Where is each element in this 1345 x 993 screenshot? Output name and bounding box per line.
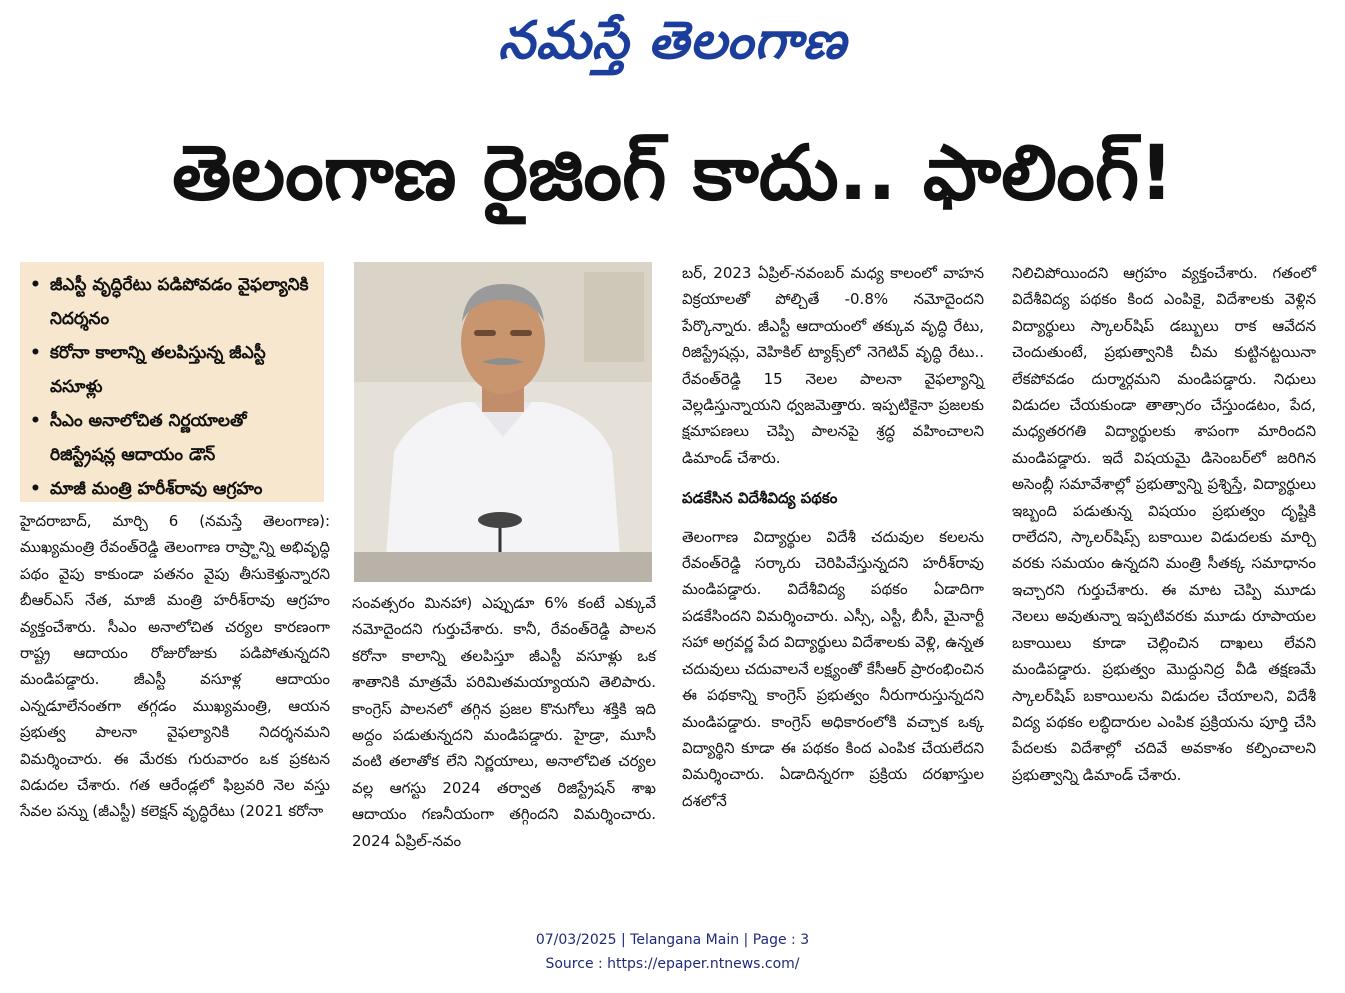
highlight-text: సీఎం అనాలోచిత నిర్ణయాలతో రిజిస్ట్రేషన్ల ఆదాయం డౌన్‌ <box>50 411 247 465</box>
portrait-illustration <box>354 262 652 582</box>
column-text: సంవత్సరం మినహా) ఎప్పుడూ 6% కంటే ఎక్కువే నమోదైందని గుర్తుచేశారు. కానీ, రేవంత్‌రెడ్డి పాలన కరోనా కాలాన్ని తలపిస్తూ జీఎస్టీ వసూళ్లు ఒక శాతానికి మాత్రమే పరిమితమయ్యాయని తెలిపారు. కాంగ్రెస్‌ పాలనలో తగ్గిన ప్రజల కొనుగోలు శక్తికి ఇది అద్దం పడుతున్నదని మండిపడ్డారు. హైడ్రా, మూసీ వంటి తలాతోక లేని నిర్ణయాలు, అనాలోచిత చర్యల వల్ల ఆగస్టు 2024 తర్వాత రిజిస్ట్రేషన్‌ శాఖ ఆదాయం గణనీయంగా తగ్గిందని విమర్శించారు. 2024 ఏప్రిల్‌-నవం <box>352 594 656 850</box>
newspaper-masthead: నమస్తే తెలంగాణ <box>498 11 847 71</box>
bullet-icon: • <box>30 275 41 295</box>
bullet-icon: • <box>30 479 41 499</box>
highlight-text: జీఎస్టీ వృద్ధిరేటు పడిపోవడం వైఫల్యానికి నిదర్శనం <box>50 275 309 329</box>
column-text: హైదరాబాద్‌, మార్చి 6 (నమస్తే తెలంగాణ): ముఖ్యమంత్రి రేవంత్‌రెడ్డి తెలంగాణ రాష్ర్టాన్ని అభివృద్ధి పథం వైపు కాకుండా పతనం వైపు తీసుకెళ్తున్నారని బీఆర్‌ఎస్‌ నేత, మాజీ మంత్రి హరీశ్‌రావు ఆగ్రహం వ్యక్తంచేశారు. సీఎం అనాలోచిత చర్యల కారణంగా రాష్ట్ర ఆదాయం రోజురోజుకు పడిపోతున్నదని మండిపడ్డారు. జీఎస్టీ వసూళ్ల ఆదాయం ఎన్నడూలేనంతగా తగ్గడం ముఖ్యమంత్రి, ఆయన ప్రభుత్వ పాలనా వైఫల్యానికి నిదర్శనమని విమర్శించారు. ఈ మేరకు గురువారం ఒక ప్రకటన విడుదల చేశారు. గత ఆరేండ్లలో ఫిబ్రవరి నెల వస్తు సేవల పన్ను (జీఎస్టీ) కలెక్షన్‌ వృద్ధిరేటు (2021 కరోనా <box>20 512 330 821</box>
article-column-2 <box>352 590 656 854</box>
page-footer <box>0 928 1345 976</box>
article-column-3 <box>682 260 984 814</box>
bullet-icon: • <box>30 411 41 431</box>
highlight-text: మాజీ మంత్రి హరీశ్‌రావు ఆగ్రహం <box>50 479 263 499</box>
highlight-item <box>30 268 316 336</box>
article-column-1 <box>20 508 330 825</box>
highlights-box <box>20 262 324 502</box>
highlight-item <box>30 404 316 472</box>
column-text: బర్‌, 2023 ఏప్రిల్‌-నవంబర్‌ మధ్య కాలంలో వాహన విక్రయాలతో పోల్చితే -0.8% నమోదైందని పేర్కొన్నారు. జీఎస్టీ ఆదాయంలో తక్కువ వృద్ధి రేటు, రిజిస్ట్రేషన్లు, వెహికిల్‌ ట్యాక్స్‌లో నెగెటివ్‌ వృద్ధి రేటు.. రేవంత్‌రెడ్డి 15 నెలల పాలనా వైఫల్యాన్ని వెల్లడిస్తున్నాయని ధ్వజమెత్తారు. ఇప్పటికైనా ప్రజలకు క్షమాపణలు చెప్పి పాలనపై శ్రద్ధ వహించాలని డిమాండ్‌ చేశారు. <box>682 264 984 467</box>
column-text: తెలంగాణ విద్యార్థుల విదేశీ చదువుల కలలను రేవంత్‌రెడ్డి సర్కారు చెరిపివేస్తున్నదని హరీశ్‌రావు మండిపడ్డారు. విదేశీవిద్య పథకం ఏడాదిగా పడకేసిందని విమర్శించారు. ఎస్సీ, ఎస్టీ, బీసీ, మైనార్టీ సహా అగ్రవర్ణ పేద విద్యార్థులు విదేశాలకు వెళ్లి, ఉన్నత చదువులు చదువాలనే లక్ష్యంతో కేసీఆర్‌ ప్రారంభించిన ఈ పథకాన్ని కాంగ్రెస్‌ ప్రభుత్వం నీరుగారుస్తున్నదని మండిపడ్డారు. కాంగ్రెస్‌ అధికారంలోకి వచ్చాక ఒక్క విద్యార్థిని కూడా ఈ పథకం కింద ఎంపిక చేయలేదని విమర్శించారు. ఏడాదిన్నరగా ప్రక్రియ దరఖాస్తుల దశలోనే <box>682 527 984 810</box>
article-photo <box>354 262 652 582</box>
footer-source: Source : https://epaper.ntnews.com/ <box>545 956 800 972</box>
column-text: నిలిచిపోయిందని ఆగ్రహం వ్యక్తంచేశారు. గతంలో విదేశీవిద్య పథకం కింద ఎంపికై, విదేశాలకు వెళ్లిన విద్యార్థులు స్కాలర్‌షిప్‌ డబ్బులు రాక ఆవేదన చెందుతుంటే, ప్రభుత్వానికి చీమ కుట్టినట్టయినా లేకపోవడం దుర్మార్గమని మండిపడ్డారు. నిధులు విడుదల చేయకుండా తాత్సారం చేస్తుండటం, పేద, మధ్యతరగతి విద్యార్థులకు శాపంగా మారిందని మండిపడ్డారు. ఇదే విషయమై డిసెంబర్‌లో జరిగిన అసెంబ్లీ సమావేశాల్లో ప్రభుత్వాన్ని ప్రశ్నిస్తే, విద్యార్థులు ఇబ్బంది పడుతున్న విషయం ప్రభుత్వం దృష్టికి రాలేదని, స్కాలర్‌షిప్స్‌ బకాయిల విడుదలకు మార్చి వరకు సమయం ఉన్నదని మంత్రి సీతక్క సమాధానం ఇచ్చారని గుర్తుచేశారు. ఈ మాట చెప్పి మూడు నెలలు అవుతున్నా ఇప్పటివరకు మూడు రూపాయల బకాయిలు కూడా చెల్లించిన దాఖలు లేవని మండిపడ్డారు. ప్రభుత్వం మొద్దునిద్ర వీడి తక్షణమే స్కాలర్‌షిప్‌ బకాయిలను విడుదల చేయాలని, విదేశీ విద్య పథకం లబ్ధిదారుల ఎంపిక ప్రక్రియను పూర్తి చేసి పేదలకు విదేశాల్లో చదివే అవకాశం కల్పించాలని ప్రభుత్వాన్ని డిమాండ్‌ చేశారు. <box>1012 264 1316 784</box>
bullet-icon: • <box>30 343 41 363</box>
footer-date-page: 07/03/2025 | Telangana Main | Page : 3 <box>535 932 810 948</box>
highlight-item <box>30 472 316 506</box>
article-headline: తెలంగాణ రైజింగ్‌ కాదు.. ఫాలింగ్‌! <box>172 128 1174 217</box>
section-subheading: పడకేసిన విదేశీవిద్య పథకం <box>682 489 838 508</box>
highlight-text: కరోనా కాలాన్ని తలపిస్తున్న జీఎస్టీ వసూళ్లు <box>50 343 266 397</box>
highlight-item <box>30 336 316 404</box>
article-column-4 <box>1012 260 1316 788</box>
